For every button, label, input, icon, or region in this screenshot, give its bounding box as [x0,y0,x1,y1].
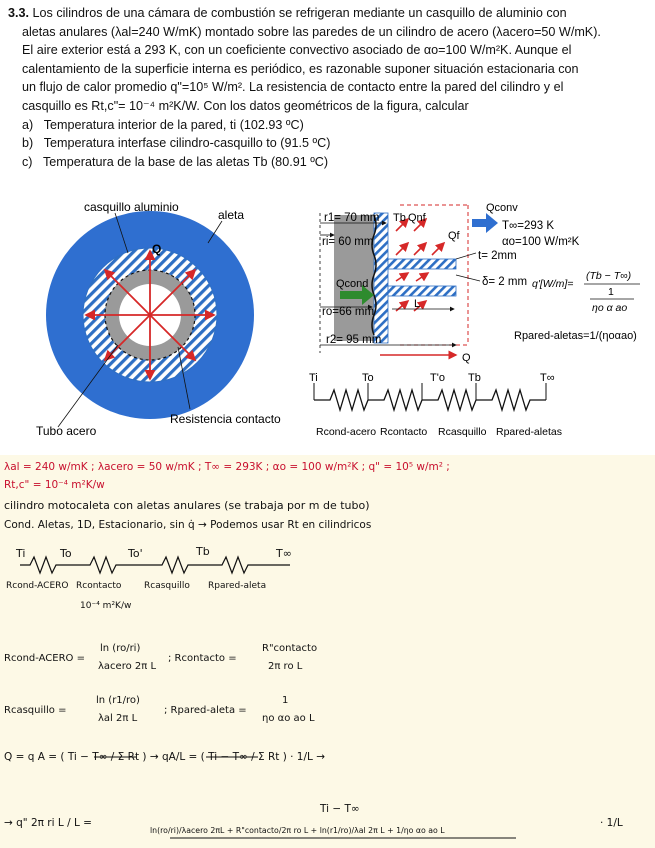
heat-flux-arrows [86,251,214,379]
notes-node-to: To [60,547,72,560]
notes-r-pared: Rpared-aleta [208,581,267,591]
node-to: To [362,372,374,384]
label-L: L [414,298,421,310]
notes-node-tinf: T∞ [276,547,292,560]
notes-line-2: Rt,c" = 10⁻⁴ m²K/w [4,479,105,491]
eq3-left: Rcasquillo = [4,705,67,716]
problem-line-4: calentamiento de la superficie interna es periódico, es razonable suponer situación estacionaria con [22,61,579,76]
notes-contact-value: 10⁻⁴ m²K/w [80,601,132,611]
thermal-circuit [314,383,546,410]
label-tinf: T∞=293 K [502,220,554,232]
problem-statement [0,0,655,195]
problem-line-1: Los cilindros de una cámara de combustión se refrigeran mediante un casquillo de aluminio con [32,6,567,20]
node-tb: Tb [468,372,481,384]
eq3-num: ln (r1/ro) [96,695,140,706]
cylinder-cross-section [46,211,254,427]
label-q-lower: Q [462,352,471,364]
notes-node-tb: Tb [196,545,210,558]
eq6-left: → q" 2π ri L / L = [4,817,92,829]
eq5: Q = q A = ( Ti − T∞ / Σ Rt ) → qA/L = ( Ti − T∞ / Σ Rt ) · 1/L → [4,751,326,763]
eq6-tail: · 1/L [600,817,623,829]
notes-r-contacto: Rcontacto [76,581,122,591]
eq6-num: Ti − T∞ [320,803,360,815]
label-qnf: Qnf [408,212,426,224]
label-q-num: (Tb − T∞) [586,270,632,282]
label-resistencia: Resistencia contacto [170,412,281,426]
label-ri: ri= 60 mm [322,236,374,248]
problem-text [8,4,648,171]
label-casquillo: casquillo aluminio [84,200,179,214]
eq2-left: ; Rcontacto = [168,653,237,664]
label-q-den1: 1 [608,286,614,298]
question-text: Temperatura de la base de las aletas Tb (80.91 ºC) [43,154,329,169]
eq4-den: ηo αo ao L [262,713,315,724]
label-qf: Qf [448,230,460,242]
label-tubo: Tubo acero [36,424,97,438]
resistor-pared-aletas: Rpared-aletas [496,426,562,438]
eq1-left: Rcond-ACERO = [4,653,85,664]
node-to-prime: T'o [430,372,445,384]
label-r1: r1= 70 mm [324,212,380,224]
problem-line-6: casquillo es Rt,c"= 10⁻⁴ m²K/W. Con los datos geométricos de la figura, calcular [22,98,469,113]
label-rpared: Rpared-aletas=1/(ηoαao) [514,330,637,342]
figure [0,195,655,450]
node-tinf: T∞ [540,372,555,384]
eq2-num: R"contacto [262,643,318,654]
notes-r-casquillo: Rcasquillo [144,581,190,591]
label-q-den2: ηo α ao [592,302,628,314]
figure-svg [0,195,655,450]
eq4-left: ; Rpared-aleta = [164,705,247,716]
notes-line-4: Cond. Aletas, 1D, Estacionario, sin q̇ → Podemos usar Rt en cilindricos [4,519,372,531]
label-q: Q [152,242,162,256]
question-text: Temperatura interior de la pared, ti (102.93 ºC) [43,117,304,132]
notes-line-1: λal = 240 w/mK ; λacero = 50 w/mK ; T∞ = 293K ; αo = 100 w/m²K ; q" = 10⁵ w/m² ; [4,461,450,473]
label-ro: ro=66 mm [322,306,375,318]
problem-number: 3.3. [8,6,30,20]
eq3-den: λal 2π L [98,713,138,724]
circuit-wire [314,390,546,410]
sleeve-base [374,213,388,343]
question-label: a) [22,117,34,132]
notes-node-ti: Ti [16,547,26,560]
label-aleta: aleta [218,208,245,222]
question-item-c [8,153,648,172]
notes-line-3: cilindro motocaleta con aletas anulares (se trabaja por m de tubo) [4,499,370,512]
eq6-den: ln(ro/ri)/λacero 2πL + R"contacto/2π ro L + ln(r1/ro)/λal 2π L + 1/ηo αo ao L [150,826,445,835]
label-tb: Tb [393,212,406,224]
problem-line-3: El aire exterior está a 293 K, con un coeficiente convectivo asociado de αo=100 W/m²K. Aunque el [22,43,572,58]
problem-line-2: aletas anulares (λal=240 W/mK) montado sobre las paredes de un cilindro de acero (λacero=50 W/mK). [22,24,601,39]
qconv-arrow [472,213,498,233]
resistor-casquillo: Rcasquillo [438,426,487,438]
label-qconv: Qconv [486,202,518,214]
notes-node-to-prime: To' [128,547,143,560]
handwritten-notes [0,455,655,848]
problem-line-5: un flujo de calor promedio q"=10⁵ W/m². La resistencia de contacto entre la pared del cilindro y el [22,80,564,95]
label-r2: r2= 95 mm [326,334,382,346]
question-item-b [8,134,648,153]
resistor-cond-acero: Rcond-acero [316,426,377,438]
label-delta: δ= 2 mm [482,276,528,288]
eq1-den: λacero 2π L [98,661,157,672]
label-t: t= 2mm [478,250,517,262]
question-text: Temperatura interfase cilindro-casquillo to (91.5 ºC) [43,136,331,151]
resistor-contacto: Rcontacto [380,426,428,438]
node-ti: Ti [309,372,318,384]
eq1-num: ln (ro/ri) [100,643,141,654]
question-item-a [8,116,648,135]
fin-lower [388,286,456,296]
label-qcond: Qcond [336,278,369,290]
label-alpha: αo=100 W/m²K [502,236,580,248]
question-label: c) [22,154,33,169]
eq4-num: 1 [282,695,289,706]
eq2-den: 2π ro L [268,661,303,672]
notes-svg [0,455,655,848]
label-q-eq: q'[W/m]= [532,278,574,290]
fin-upper [388,259,456,269]
question-label: b) [22,136,34,151]
notes-r-cond: Rcond-ACERO [6,581,69,591]
